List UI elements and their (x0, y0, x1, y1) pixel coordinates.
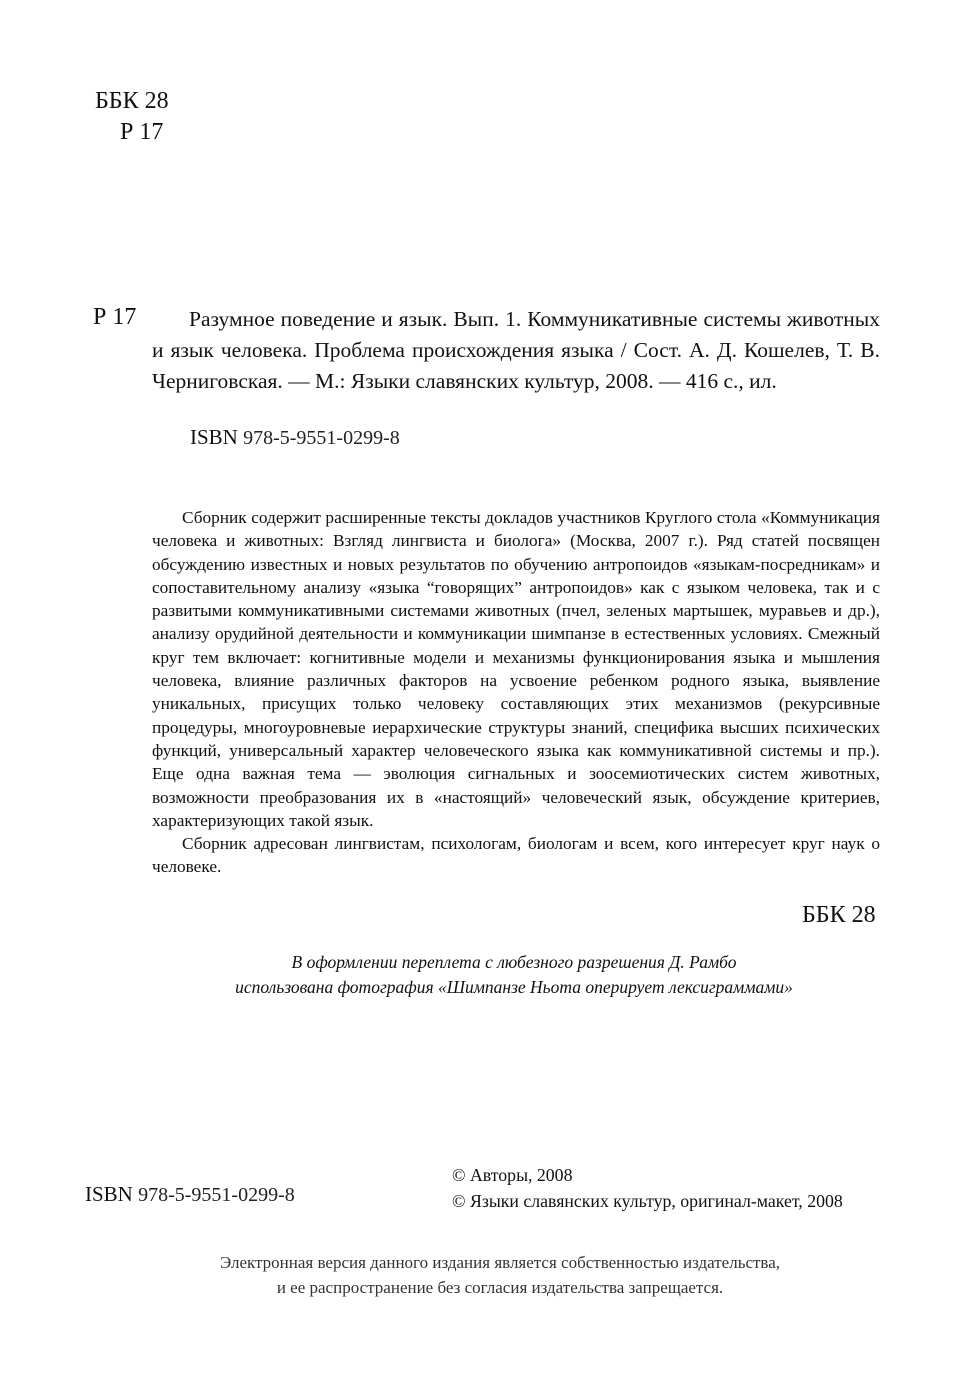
entry-author-mark: Р 17 (93, 304, 137, 330)
isbn-label: ISBN (85, 1182, 133, 1206)
abstract-paragraph: Сборник адресован лингвистам, психологам, биологам и всем, кого интересует круг наук о человеке. (152, 834, 880, 877)
cover-credit (150, 950, 878, 1000)
isbn-entry (190, 425, 400, 450)
author-mark: Р 17 (120, 119, 164, 145)
electronic-version-notice (100, 1250, 900, 1300)
cover-credit-line: В оформлении переплета с любезного разрешения Д. Рамбо (291, 952, 737, 972)
isbn-bottom (85, 1182, 295, 1207)
isbn-number: 978-5-9551-0299-8 (243, 427, 400, 449)
isbn-number: 978-5-9551-0299-8 (138, 1184, 295, 1206)
isbn-label: ISBN (190, 425, 238, 449)
abstract-paragraph: Сборник содержит расширенные тексты докладов участников Круглого стола «Коммуникация человека и животных: Взгляд лингвиста и биолога» (Москва, 2007 г.). Ряд статей посвящен обсуждению известных и новых результатов по обучению антропоидов «языкам-посредникам» и сопоставительному анализу «языка “говорящих” антропоидов» как с языком человека, так и с развитыми коммуникативными системами животных (пчел, зеленых мартышек, муравьев и др.), анализу орудийной деятельности и коммуникации шимпанзе в естественных условиях. Смежный круг тем включает: когнитивные модели и механизмы функционирования языка и мышления человека, влияние различных факторов на усвоение ребенком родного языка, выявление уникальных, присущих только человеку составляющих этих механизмов (рекурсивные процедуры, многоуровневые иерархические структуры знаний, специфика высших психических функций, универсальный характер человеческого языка как коммуникативной системы и пр.). Еще одна важная тема — эволюция сигнальных и зоосемиотических систем животных, возможности преобразования их в «настоящий» человеческий язык, обсуждение критериев, характеризующих такой язык. (152, 508, 880, 830)
bbk-classification-top (95, 86, 169, 148)
abstract (152, 506, 880, 879)
notice-line: и ее распространение без согласия издательства запрещается. (276, 1278, 724, 1297)
bbk-code: ББК 28 (95, 88, 169, 114)
bbk-code-bottom: ББК 28 (802, 902, 876, 928)
notice-line: Электронная версия данного издания является собственностью издательства, (219, 1253, 781, 1272)
copyright-line: © Языки славянских культур, оригинал-макет, 2008 (452, 1191, 843, 1211)
cover-credit-line: использована фотография «Шимпанзе Ньота оперирует лексиграммами» (235, 977, 793, 997)
copyright-block (452, 1162, 843, 1214)
bibliographic-entry: Разумное поведение и язык. Вып. 1. Коммуникативные системы животных и язык человека. Проблема происхождения языка / Сост. А. Д. Кошелев, Т. В. Черниговская. — М.: Языки славянских культур, 2008. — 416 с., ил. (152, 307, 880, 393)
copyright-line: © Авторы, 2008 (452, 1165, 573, 1185)
